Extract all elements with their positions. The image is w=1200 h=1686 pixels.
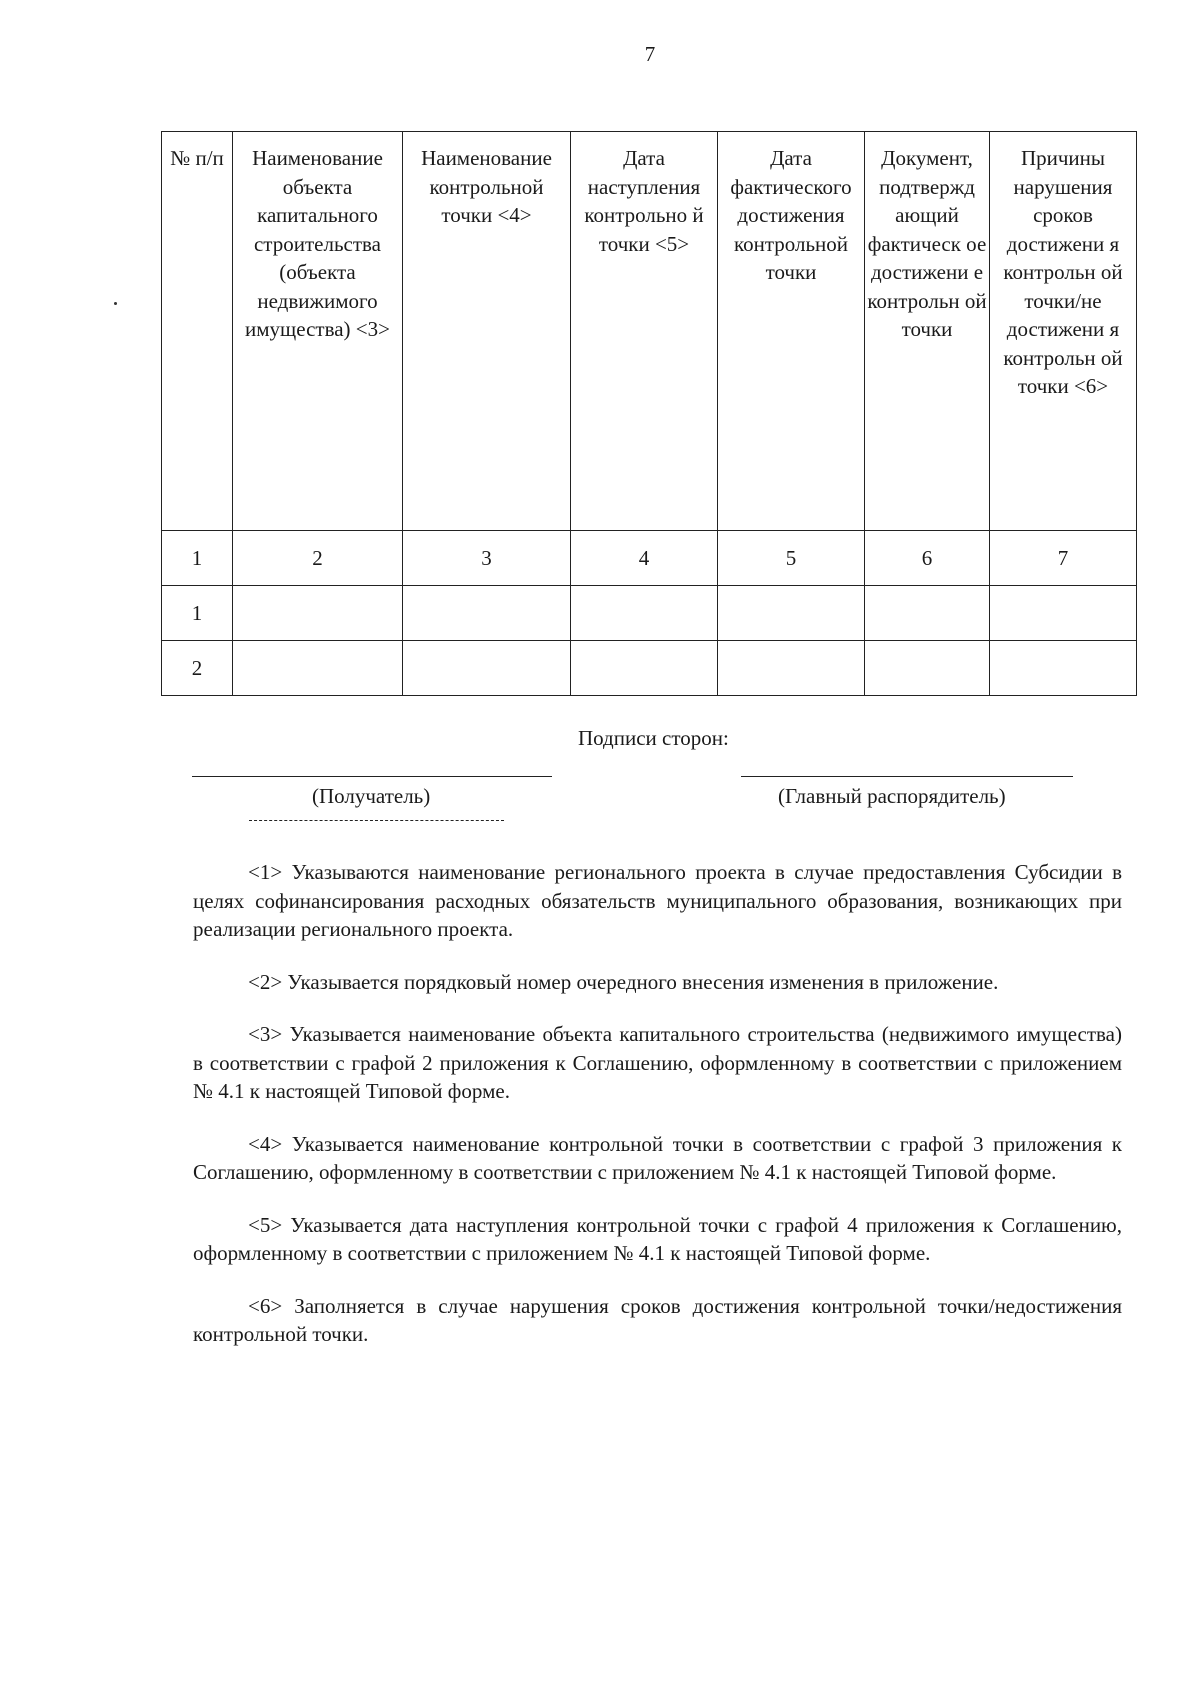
table-cell: [403, 641, 571, 696]
column-number: 4: [571, 531, 718, 586]
stray-dot: [114, 302, 117, 305]
column-number: 5: [718, 531, 865, 586]
footnotes: [193, 858, 1122, 1373]
footnote: <6> Заполняется в случае нарушения сроков достижения контрольной точки/недостижения контрольной точки.: [193, 1293, 1122, 1346]
footnote: <4> Указывается наименование контрольной точки в соответствии с графой 3 приложения к Соглашению, оформленному в соответствии с приложением № 4.1 к настоящей Типовой форме.: [193, 1131, 1122, 1184]
table-cell: [403, 586, 571, 641]
column-number: 1: [162, 531, 233, 586]
column-number: 2: [233, 531, 403, 586]
recipient-label: (Получатель): [312, 784, 431, 808]
footnote: <1> Указываются наименование регионального проекта в случае предоставления Субсидии в целях софинансирования расходных обязательств муниципального образования, возникающих при реализации регионального проекта.: [193, 860, 1122, 941]
column-number: 7: [990, 531, 1137, 586]
table-cell: [990, 586, 1137, 641]
table-cell: [571, 586, 718, 641]
footnote-separator: [249, 820, 504, 821]
table-row: [162, 586, 1137, 641]
table-cell: [718, 586, 865, 641]
table-cell: [233, 641, 403, 696]
control-points-table: [161, 131, 1137, 696]
header-reasons: Причины нарушения сроков достижени я контрольн ой точки/не достижени я контрольн ой точки <6>: [990, 132, 1137, 531]
footnote: <5> Указывается дата наступления контрольной точки с графой 4 приложения к Соглашению, оформленному в соответствии с приложением № 4.1 к настоящей Типовой форме.: [193, 1212, 1122, 1265]
table-cell: 2: [162, 641, 233, 696]
column-number-row: [162, 531, 1137, 586]
header-number: № п/п: [162, 132, 233, 531]
header-due-date: Дата наступления контрольно й точки <5>: [571, 132, 718, 531]
header-actual-date: Дата фактического достижения контрольной точки: [718, 132, 865, 531]
table-cell: [718, 641, 865, 696]
column-number: 6: [865, 531, 990, 586]
column-number: 3: [403, 531, 571, 586]
table-cell: [865, 586, 990, 641]
manager-label: (Главный распорядитель): [778, 784, 1006, 808]
table-cell: [865, 641, 990, 696]
footnote: <3> Указывается наименование объекта капитального строительства (недвижимого имущества) в соответствии с графой 2 приложения к Соглашению, оформленному в соответствии с приложением № 4.1 к настоящей Типовой форме.: [193, 1022, 1122, 1103]
signatures-title: Подписи сторон:: [578, 726, 729, 750]
footnote: <2> Указывается порядковый номер очередного внесения изменения в приложение.: [248, 969, 999, 994]
header-document: Документ, подтвержд ающий фактическ ое достижени е контрольн ой точки: [865, 132, 990, 531]
header-control-point-name: Наименование контрольной точки <4>: [403, 132, 571, 531]
table-row: [162, 641, 1137, 696]
header-object-name: Наименование объекта капитального строительства (объекта недвижимого имущества) <3>: [233, 132, 403, 531]
page-number: 7: [644, 42, 656, 66]
table-cell: [571, 641, 718, 696]
table-cell: [990, 641, 1137, 696]
table-cell: [233, 586, 403, 641]
recipient-signature-line: [192, 776, 552, 777]
table-cell: 1: [162, 586, 233, 641]
table-header-row: [162, 132, 1137, 531]
manager-signature-line: [741, 776, 1073, 777]
